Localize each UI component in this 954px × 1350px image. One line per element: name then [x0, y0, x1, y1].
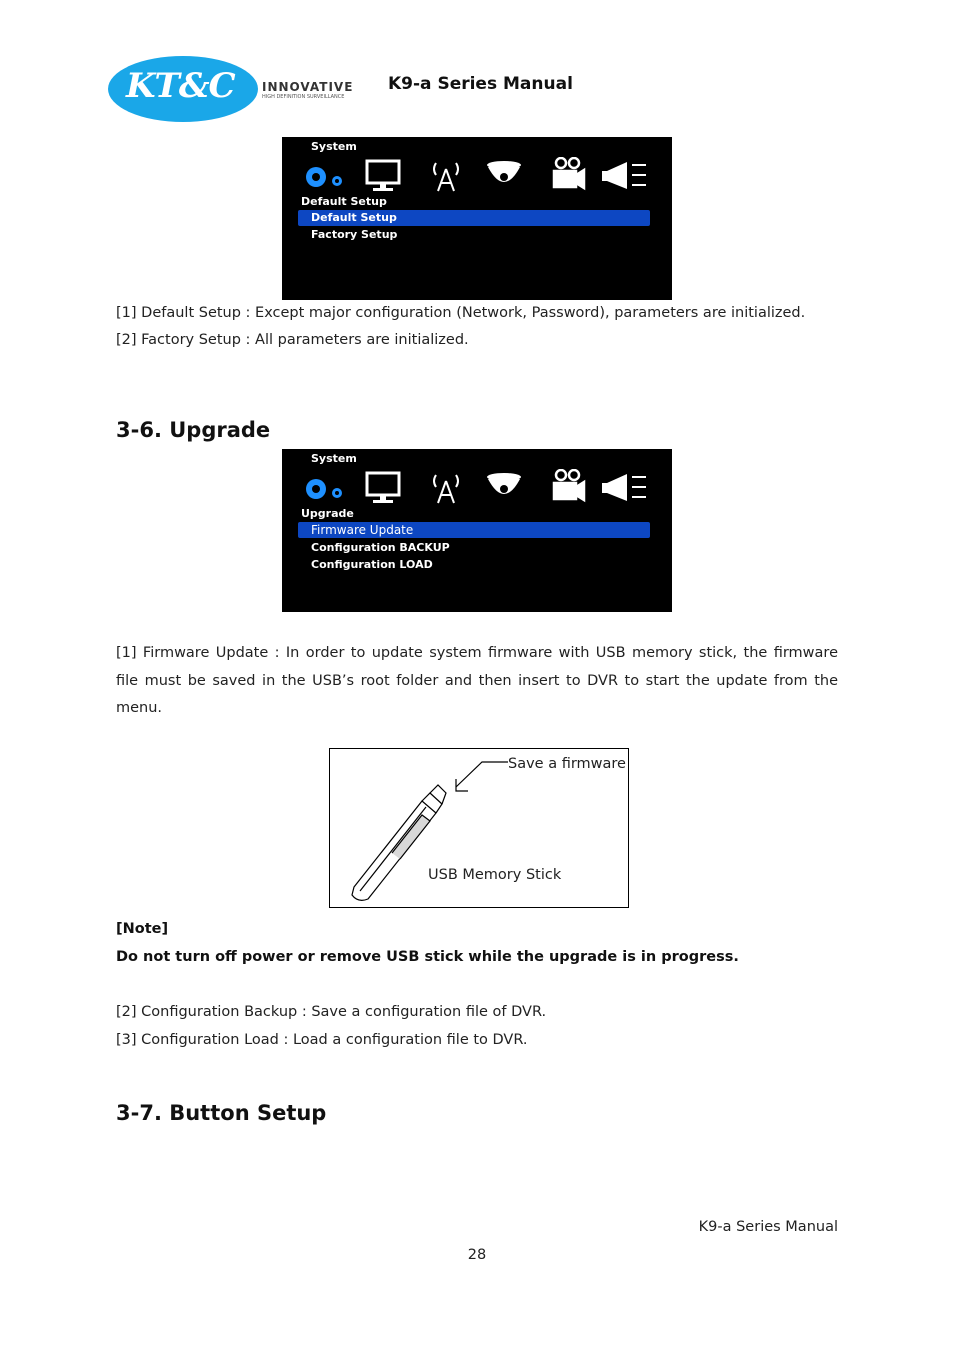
section-heading-button-setup: 3-7. Button Setup	[116, 1101, 327, 1125]
osd-upgrade-screenshot	[282, 449, 672, 612]
usb-stick-drawing	[330, 749, 628, 907]
dome-camera-icon	[487, 473, 521, 494]
osd-icon-bar	[302, 469, 662, 509]
usb-stick-icon	[352, 785, 446, 900]
megaphone-icon	[602, 474, 646, 501]
osd-menu-item-firmware-update[interactable]: Firmware Update	[311, 523, 414, 537]
section-heading-upgrade: 3-6. Upgrade	[116, 418, 271, 442]
video-camera-icon	[554, 470, 584, 500]
note-label: [Note]	[116, 921, 169, 937]
monitor-icon	[367, 161, 399, 191]
antenna-icon	[434, 475, 458, 503]
osd-menu-item-configuration-backup[interactable]: Configuration BACKUP	[311, 541, 450, 554]
footer-manual-name: K9-a Series Manual	[698, 1219, 838, 1235]
page-number: 28	[467, 1247, 487, 1263]
osd-section-label: Default Setup	[301, 195, 387, 208]
default-setup-description: [1] Default Setup : Except major configuration (Network, Password), parameters are initialized.	[116, 305, 806, 321]
configuration-load-description: [3] Configuration Load : Load a configuration file to DVR.	[116, 1032, 528, 1048]
usb-diagram	[329, 748, 629, 908]
osd-section-label: Upgrade	[301, 507, 354, 520]
configuration-backup-description: [2] Configuration Backup : Save a configuration file of DVR.	[116, 1004, 547, 1020]
monitor-icon	[367, 473, 399, 503]
logo-text: KT&C	[126, 66, 235, 106]
osd-menu-item-factory-setup[interactable]: Factory Setup	[311, 228, 398, 241]
antenna-icon	[434, 163, 458, 191]
firmware-update-description: [1] Firmware Update : In order to update system firmware with USB memory stick, the firmware file must be saved in the USB’s root folder and then insert to DVR to start the update from the menu.	[116, 645, 838, 716]
dome-camera-icon	[487, 161, 521, 182]
megaphone-icon	[602, 162, 646, 189]
diagram-device-label: USB Memory Stick	[428, 867, 562, 883]
arrow-icon	[456, 762, 508, 791]
osd-menu-item-configuration-load[interactable]: Configuration LOAD	[311, 558, 433, 571]
osd-default-setup-screenshot	[282, 137, 672, 300]
video-camera-icon	[554, 158, 584, 188]
logo-tagline: HIGH DEFINITION SURVEILLANCE	[262, 94, 345, 100]
factory-setup-description: [2] Factory Setup : All parameters are initialized.	[116, 332, 469, 348]
osd-menu-item-default-setup[interactable]: Default Setup	[311, 211, 397, 224]
osd-system-label: System	[311, 140, 357, 153]
note-text: Do not turn off power or remove USB stick while the upgrade is in progress.	[116, 949, 739, 965]
gear-icon	[306, 479, 342, 499]
logo-innovative-text: INNOVATIVE	[262, 80, 354, 94]
osd-icon-bar	[302, 157, 662, 197]
gear-icon	[306, 167, 342, 187]
diagram-callout-label: Save a firmware	[508, 756, 626, 772]
osd-system-label: System	[311, 452, 357, 465]
header-title: K9-a Series Manual	[388, 74, 573, 94]
